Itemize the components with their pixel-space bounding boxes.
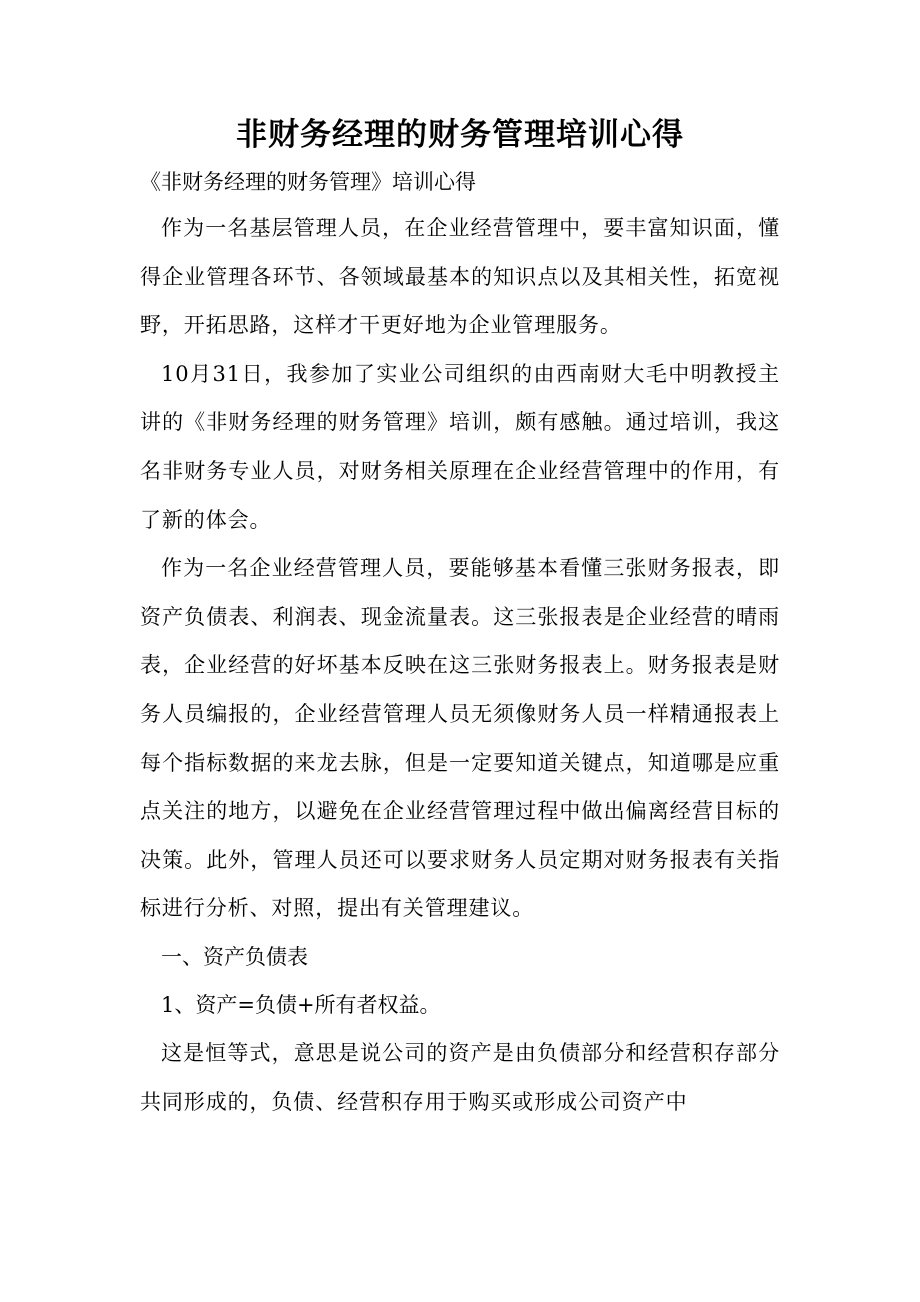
section-heading-balance-sheet: 一、资产负债表 bbox=[161, 944, 308, 969]
document-subtitle: 《非财务经理的财务管理》培训心得 bbox=[140, 170, 476, 194]
item-heading-accounting-equation: 1、资产=负债+所有者权益。 bbox=[161, 992, 441, 1017]
document-title: 非财务经理的财务管理培训心得 bbox=[236, 117, 684, 153]
paragraph-intro: 作为一名基层管理人员，在企业经营管理中，要丰富知识面，懂得企业管理各环节、各领域最基本的知识点以及其相关性，拓宽视野，开拓思路，这样才干更好地为企业管理服务。 bbox=[140, 216, 780, 338]
paragraph-financial-statements: 作为一名企业经营管理人员，要能够基本看懂三张财务报表，即资产负债表、利润表、现金流量表。这三张报表是企业经营的晴雨表，企业经营的好坏基本反映在这三张财务报表上。财务报表是财务人员编报的，企业经营管理人员无须像财务人员一样精通报表上每个指标数据的来龙去脉，但是一定要知道关键点，知道哪是应重点关注的地方，以避免在企业经营管理过程中做出偏离经营目标的决策。此外，管理人员还可以要求财务人员定期对财务报表有关指标进行分析、对照，提出有关管理建议。 bbox=[140, 556, 780, 921]
paragraph-training: 10月31日，我参加了实业公司组织的由西南财大毛中明教授主讲的《非财务经理的财务管理》培训，颇有感触。通过培训，我这名非财务专业人员，对财务相关原理在企业经营管理中的作用，有了新的体会。 bbox=[140, 361, 780, 532]
paragraph-equation-explanation: 这是恒等式，意思是说公司的资产是由负债部分和经营积存部分共同形成的，负债、经营积存用于购买或形成公司资产中 bbox=[140, 1040, 780, 1114]
